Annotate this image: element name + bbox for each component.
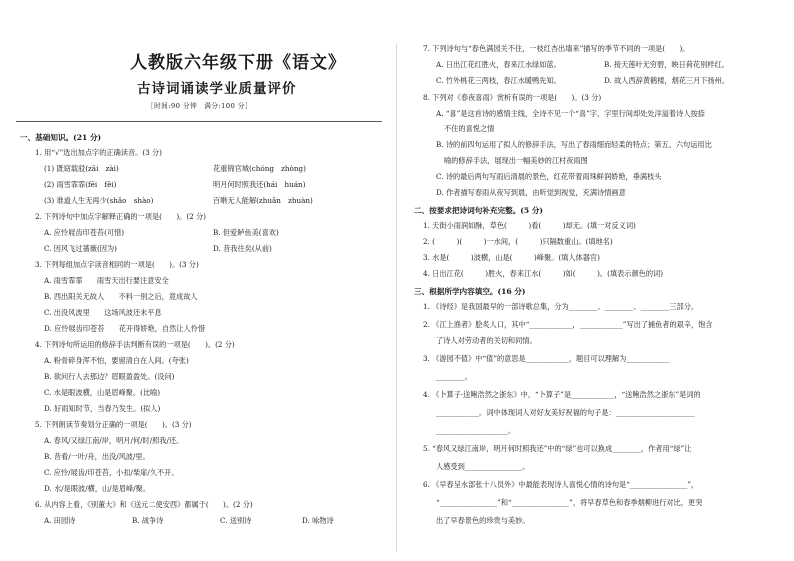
fill-line: 6. 《早春呈水部张十八员外》中最能表现诗人喜悦心情的诗句是“________________”，: [423, 480, 699, 489]
fill-line: 1. 天街小雨润如酥，草色( )看( )却无。(填一对反义词): [423, 221, 636, 230]
header-rule: [16, 121, 382, 122]
fill-line: 3. 水是( )波横，山是( )峰聚。(填人体器官): [423, 253, 600, 262]
option-line: C. 送别诗: [220, 516, 252, 525]
fill-line: 了诗人对劳动者的关切和同情。: [436, 336, 537, 345]
option-line: C. 竹外桃花三两枝，春江水暖鸭先知。: [436, 76, 561, 85]
option-line: A. 田园诗: [44, 516, 76, 525]
question-line: 4. 下列诗句所运用的修辞手法判断有误的一项是( )。(2 分): [35, 340, 235, 349]
fill-line: ____________。词中体现词人对好友美好祝福的句子是：______________________: [436, 408, 695, 417]
section-heading: 三、根据所学内容填空。(16 分): [414, 287, 526, 296]
option-line: 花重锦官城(chóng zhòng): [213, 164, 306, 173]
option-line: A. 春风/又绿江南/岸，明月/何/时/照我/还。: [44, 436, 184, 445]
question-line: 5. 下列朗读节奏划分正确的一项是( )。(3 分): [35, 420, 192, 429]
fill-line: 4. 《卜算子·送鲍浩然之浙东》中，“卜算子”是____________，“送鲍浩然之浙东”是词的: [423, 390, 701, 399]
option-line: A. 粉骨碎身浑不怕，要留清白在人间。(夸张): [44, 356, 189, 365]
fill-line: 人感受到________________。: [436, 462, 530, 471]
option-line: 明月何时照我还(hái huán): [213, 180, 306, 189]
option-line: B. 接天莲叶无穷碧，映日荷花别样红。: [604, 60, 729, 69]
question-line: 6. 从内容上看，《别董大》和《送元二使安西》都属于( )。(2 分): [35, 500, 253, 509]
fill-line: 2. ( )( )一水间，( )只隔数重山。(填地名): [423, 237, 613, 246]
fill-line: 5. “春风又绿江南岸，明月何时照我还”中的“绿”也可以换成________，作者用“绿”让: [423, 444, 692, 453]
option-line: A. 应怜屐齿印苍苔(可惜): [44, 228, 125, 237]
option-line: B. 西出阳关无故人 不料一别之后，竟成故人: [44, 292, 198, 301]
option-line: A. “喜”是这首诗的感情主线，全诗不见一个“喜”字，字里行间却处处洋溢着诗人按捺: [436, 109, 705, 118]
option-line: 不住的喜悦之情: [444, 124, 495, 133]
option-line: D. 应怜屐齿印苍苔 花开得娇艳，自然让人怜惜: [44, 324, 206, 333]
option-line: C. 水是眼波横，山是眉峰聚。(比喻): [44, 388, 161, 397]
column-divider: [396, 44, 397, 552]
option-line: D. 故人西辞黄鹤楼，烟花三月下扬州。: [604, 76, 730, 85]
option-line: D. 作者描写春雨从夜写到晨，由听觉到视觉，充满诗情画意: [436, 188, 626, 197]
option-line: 喻的修辞手法，展现出一幅美妙的江村夜雨图: [444, 156, 588, 165]
option-line: B. 欲问行人去那边？眉眼盈盈处。(设问): [44, 372, 175, 381]
fill-line: 3. 《游园不值》中“值”的意思是____________，题目可以理解为____________: [423, 354, 670, 363]
option-line: D. 好雨知时节，当春乃发生。(拟人): [44, 404, 161, 413]
option-line: C. 出没风波里 这场风波还未平息: [44, 308, 162, 317]
option-line: B. 诗的前四句运用了拟人的修辞手法，写出了春雨细而轻柔的特点；第五、六句运用比: [436, 140, 712, 149]
fill-line: ____________________。: [436, 426, 516, 435]
option-line: A. 雨雪霏霏 雨雪天出行要注意安全: [44, 276, 169, 285]
option-line: B. 战争诗: [132, 516, 164, 525]
option-line: B. 但爱鲈鱼美(喜欢): [213, 228, 279, 237]
question-line: 3. 下列每组加点字读音相同的一项是( )。(3 分): [35, 260, 199, 269]
option-line: (3) 谁道人生无再少(shǎo shào): [44, 196, 154, 205]
option-line: (2) 雨雪霏霏(fēi fěi): [44, 180, 117, 189]
option-line: C. 应怜/屐齿/印苍苔，小扣/柴扉/久不开。: [44, 468, 179, 477]
option-line: C. 因风飞过蔷薇(因为): [44, 244, 117, 253]
section-heading: 一、基础知识。(21 分): [20, 133, 102, 142]
paper-title: 人教版六年级下册《语文》: [130, 53, 346, 73]
fill-line: ________。: [436, 372, 472, 381]
fill-line: “________________”和“________________”，将早春草色和春季烟柳进行对比，更突: [436, 498, 703, 507]
option-line: 百啭无人能解(zhuǎn zhuàn): [213, 196, 313, 205]
option-line: D. 咏物诗: [302, 516, 334, 525]
fill-line: 出了早春景色的珍贵与美妙。: [436, 516, 530, 525]
option-line: D. 水/是眼波/横，山/是眉峰/聚。: [44, 484, 151, 493]
time-score-info: ［时间:90 分钟 满分:100 分］: [147, 102, 253, 110]
option-line: A. 日出江花红胜火，春来江水绿如蓝。: [436, 60, 561, 69]
question-line: 7. 下列诗句与“春色满园关不住，一枝红杏出墙来”描写的季节不同的一项是( )。: [423, 44, 690, 53]
fill-line: 1. 《诗经》是我国最早的一部诗歌总集，分为________、________、________三部分。: [423, 302, 699, 311]
option-line: B. 昔看/一叶/舟，出没/风波/里。: [44, 452, 150, 461]
section-heading: 二、按要求把诗词句补充完整。(5 分): [414, 206, 544, 215]
option-line: (1) 既窈载驳(zāi zài): [44, 164, 119, 173]
question-line: 8. 下列对《春夜喜雨》赏析有误的一项是( )。(3 分): [423, 93, 602, 102]
option-line: D. 昔我往矣(从前): [213, 244, 272, 253]
fill-line: 4. 日出江花( )胜火，春来江水( )如( )。(填表示颜色的词): [423, 269, 664, 278]
fill-line: 2. 《江上渔者》脍炙人口，其中“____________，____________”写出了捕鱼者的艰辛，饱含: [423, 320, 713, 329]
question-line: 2. 下列诗句中加点字解释正确的一项是( )。(2 分): [35, 212, 206, 221]
question-line: 1. 用“√”选出加点字的正确读音。(3 分): [35, 148, 162, 157]
option-line: C. 诗的最后两句写雨后清晨的景色，红花带着雨珠鲜润娇艳，垂满枝头: [436, 172, 662, 181]
paper-subtitle: 古诗词诵读学业质量评价: [137, 81, 297, 97]
